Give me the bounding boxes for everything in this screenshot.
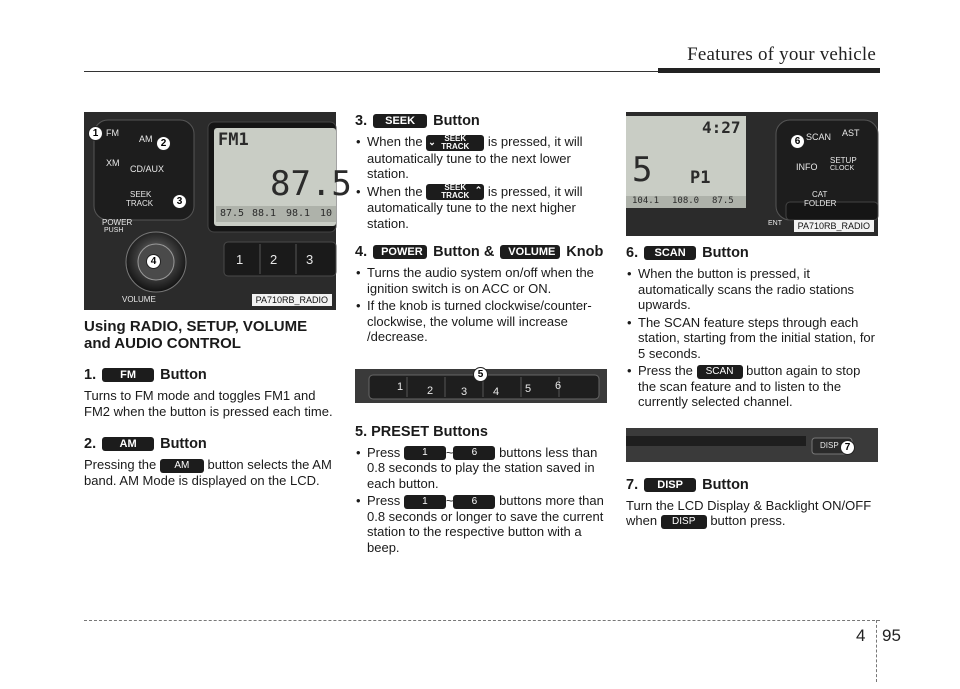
lcd-preset-4: 10 [320,208,333,219]
panel-label-fm: FM [106,128,119,138]
section-am-button: 2. AM Button Pressing the AM button selects the AM band. AM Mode is displayed on the LCD. [84,435,336,488]
page-number: 95 [882,626,901,645]
scan-bullet-1: • When the button is pressed, it automatically scans the radio stations upwards. [626,266,878,313]
strip-preset-4: 4 [493,385,500,398]
scan-badge: SCAN [644,246,696,260]
strip-preset-3: 3 [461,385,468,398]
seek-badge: SEEK [373,114,427,128]
panel-label-clock: CLOCK [830,165,855,172]
section-disp-button: 7. DISP Button Turn the LCD Display & Backlight ON/OFF when DISP button press. [626,476,878,529]
page-divider [876,620,877,682]
chevron-up-icon: ⌃ [474,185,483,196]
lcd-preset-c: 87.5 [712,196,734,206]
seek-bullet-higher: • When the ⌃ SEEK TRACK is pressed, it will automatically tune to the next higher station. [355,184,607,232]
callout-6: 6 [790,134,805,149]
section-preset-buttons [355,423,607,556]
preset-badge-1: 1 [404,495,446,509]
panel-preset-button-1: 1 [236,252,244,267]
strip-preset-1: 1 [397,380,404,393]
disp-inline-badge: DISP [661,515,707,529]
strip-preset-6: 6 [555,379,562,392]
page-header-title: Features of your vehicle [687,44,876,65]
panel-label-am: AM [139,134,153,144]
lcd-big-digit: 5 [632,150,653,190]
callout-7: 7 [840,440,855,455]
panel-label-ast: AST [842,128,860,138]
disp-strip-photo [626,428,878,462]
footer-rule [84,620,880,621]
preset-heading: 5. PRESET Buttons [355,423,488,440]
panel-label-disp: DISP [820,440,839,450]
panel-label-seek: SEEK [130,190,152,199]
panel-label-ent: ENT [768,220,782,227]
seek-track-down-badge: ⌄ SEEK TRACK [426,135,484,151]
am-badge: AM [102,437,154,451]
callout-5: 5 [473,367,488,382]
panel-label-push: PUSH [104,227,124,234]
panel-label-setup: SETUP [830,156,857,165]
fm-badge: FM [102,368,154,382]
preset-badge-6: 6 [453,446,495,460]
radio-panel-photo-right [626,112,878,236]
power-bullet: • Turns the audio system on/off when the ignition switch is on ACC or ON. [355,265,607,296]
volume-bullet: • If the knob is turned clockwise/counter-clockwise, the volume will increase /decrease. [355,298,607,345]
preset-badge-6: 6 [453,495,495,509]
section-heading: Using RADIO, SETUP, VOLUME and AUDIO CONTROL [84,318,308,352]
callout-2: 2 [156,136,171,151]
strip-preset-2: 2 [427,384,434,397]
panel-preset-button-3: 3 [306,252,314,267]
lcd-preset-2: 88.1 [252,208,277,219]
panel-label-volume: VOLUME [122,295,156,304]
column-right [626,112,878,529]
preset-badge-1: 1 [404,446,446,460]
panel-label-scan: SCAN [806,132,832,142]
callout-4: 4 [146,254,161,269]
disp-description: Turn the LCD Display & Backlight ON/OFF when DISP button press. [626,497,872,529]
lcd-preset-label: P1 [690,168,711,188]
section-scan-button: 6. SCAN Button • When the button is pressed, it automatically scans the radio stations upwards. • The SCAN feature steps through each station, starting from the initial station, for 5 seconds. • Press the SCAN button again to stop the scan feature and to listen to the currently selected channel. [626,244,878,410]
photo-caption: PA710RB_RADIO [252,294,332,306]
panel-label-power: POWER [102,218,133,227]
preset-strip-photo [355,369,607,403]
section-seek-button: 3. SEEK Button • When the ⌄ SEEK TRACK is pressed, it will automatically tune to the next lower station. • When the ⌃ SEEK TRACK is pressed, it will automatically tune to the next higher station. [355,112,607,231]
scan-bullet-2: • The SCAN feature steps through each station, starting from the initial station, for 5 seconds. [626,315,878,362]
lcd-time: 4:27 [702,118,741,137]
strip-preset-5: 5 [525,382,532,395]
am-inline-badge: AM [160,459,204,473]
photo-caption: PA710RB_RADIO [794,220,874,232]
panel-label-folder: FOLDER [804,199,837,208]
panel-preset-button-2: 2 [270,252,278,267]
column-middle [355,112,607,557]
section-power-volume: 4. POWER Button & VOLUME Knob • Turns the audio system on/off when the ignition switch is on ACC or ON. • If the knob is turned clockwise/counter-clockwise, the volume will increase /decrease. [355,243,607,345]
lcd-preset-3: 98.1 [286,208,311,219]
lcd-band: FM1 [218,130,249,150]
radio-panel-right-illustration [626,112,878,236]
lcd-preset-a: 104.1 [632,196,660,206]
panel-label-xm: XM [106,158,120,168]
lcd-frequency: 87.5 [270,164,352,204]
panel-label-info: INFO [796,162,818,172]
callout-3: 3 [172,194,187,209]
preset-bullet-play: • Press 1 ~ 6 buttons less than 0.8 seconds to play the station saved in each button. [355,445,607,492]
lcd-preset-b: 108.0 [672,196,700,206]
power-badge: POWER [373,245,427,259]
section-fm-button: 1. FM Button Turns to FM mode and toggles FM1 and FM2 when the button is pressed each time. [84,366,336,419]
panel-label-track: TRACK [126,199,154,208]
scan-inline-badge: SCAN [697,365,743,379]
chevron-down-icon: ⌄ [428,136,436,147]
column-left [84,112,352,488]
lcd-preset-1: 87.5 [220,208,245,219]
disp-badge: DISP [644,478,696,492]
am-description: Pressing the AM button selects the AM band. AM Mode is displayed on the LCD. [84,457,332,488]
panel-label-cat: CAT [812,190,828,199]
preset-bullet-save: • Press 1 ~ 6 buttons more than 0.8 seconds or longer to save the current station to the respective button with a beep. [355,493,607,555]
header-rule-accent [658,68,880,73]
radio-panel-photo-left [84,112,352,310]
fm-description: Turns to FM mode and toggles FM1 and FM2 when the button is pressed each time. [84,388,333,419]
volume-badge: VOLUME [500,245,560,259]
seek-track-up-badge: ⌃ SEEK TRACK [426,184,484,200]
callout-1: 1 [88,126,103,141]
scan-bullet-3: • Press the SCAN button again to stop the scan feature and to listen to the currently selected channel. [626,363,878,410]
seek-bullet-lower: • When the ⌄ SEEK TRACK is pressed, it will automatically tune to the next lower station. [355,134,607,182]
panel-label-cd-aux: CD/AUX [130,164,165,174]
page-section-number: 4 [856,626,866,645]
